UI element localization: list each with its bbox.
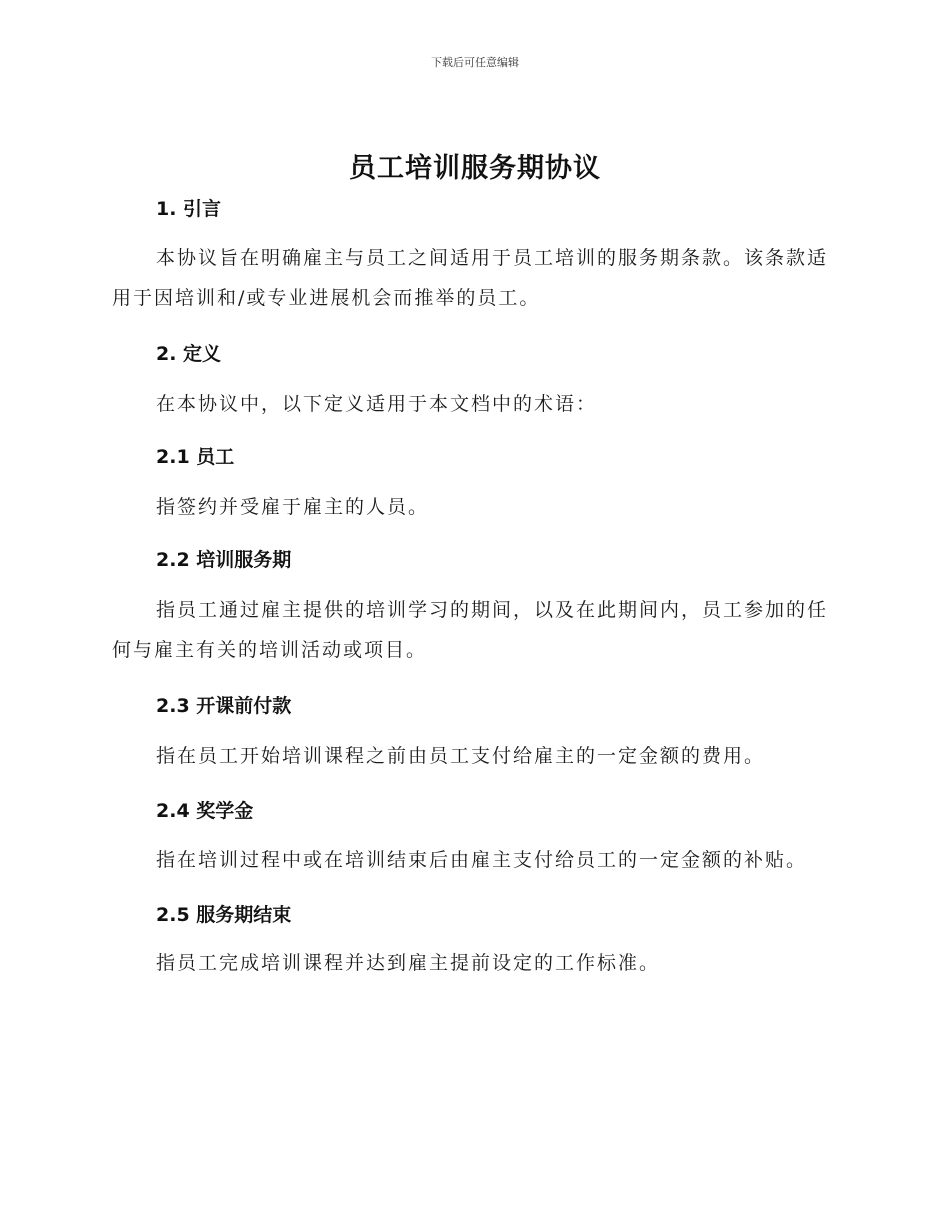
section-heading: 2. 定义: [156, 343, 222, 365]
section-paragraph: 指签约并受雇于雇主的人员。: [156, 496, 430, 518]
section-2-3: [112, 691, 832, 718]
section-2-body: [112, 384, 832, 424]
document-title: 员工培训服务期协议: [349, 153, 601, 184]
section-2-2-body: [112, 590, 832, 670]
section-2-1-body: [112, 487, 832, 527]
section-heading: 2.5 服务期结束: [156, 904, 292, 926]
section-2-4-body: [112, 840, 832, 880]
section-2-2: [112, 545, 832, 572]
section-paragraph: 指员工通过雇主提供的培训学习的期间，以及在此期间内，员工参加的任何与雇主有关的培训活动或项目。: [112, 599, 829, 661]
section-paragraph: 指在员工开始培训课程之前由员工支付给雇主的一定金额的费用。: [156, 745, 766, 767]
section-2-4: [112, 796, 832, 823]
section-2-5: [112, 900, 832, 927]
section-heading: 2.3 开课前付款: [156, 695, 292, 717]
section-2-3-body: [112, 736, 832, 776]
section-heading: 2.4 奖学金: [156, 800, 254, 822]
section-heading: 1. 引言: [156, 198, 222, 220]
section-1-body: [112, 238, 832, 318]
section-paragraph: 本协议旨在明确雇主与员工之间适用于员工培训的服务期条款。该条款适用于因培训和/或专业进展机会而推举的员工。: [112, 247, 829, 309]
section-paragraph: 指在培训过程中或在培训结束后由雇主支付给员工的一定金额的补贴。: [156, 849, 808, 871]
header-note: 下载后可任意编辑: [431, 56, 519, 69]
section-heading: 2.2 培训服务期: [156, 549, 292, 571]
section-2-5-body: [112, 943, 832, 983]
section-paragraph: 在本协议中，以下定义适用于本文档中的术语：: [156, 393, 598, 415]
section-2-1: [112, 442, 832, 469]
section-2: [112, 339, 832, 366]
section-1: [112, 194, 832, 221]
section-heading: 2.1 员工: [156, 446, 235, 468]
section-paragraph: 指员工完成培训课程并达到雇主提前设定的工作标准。: [156, 952, 661, 974]
